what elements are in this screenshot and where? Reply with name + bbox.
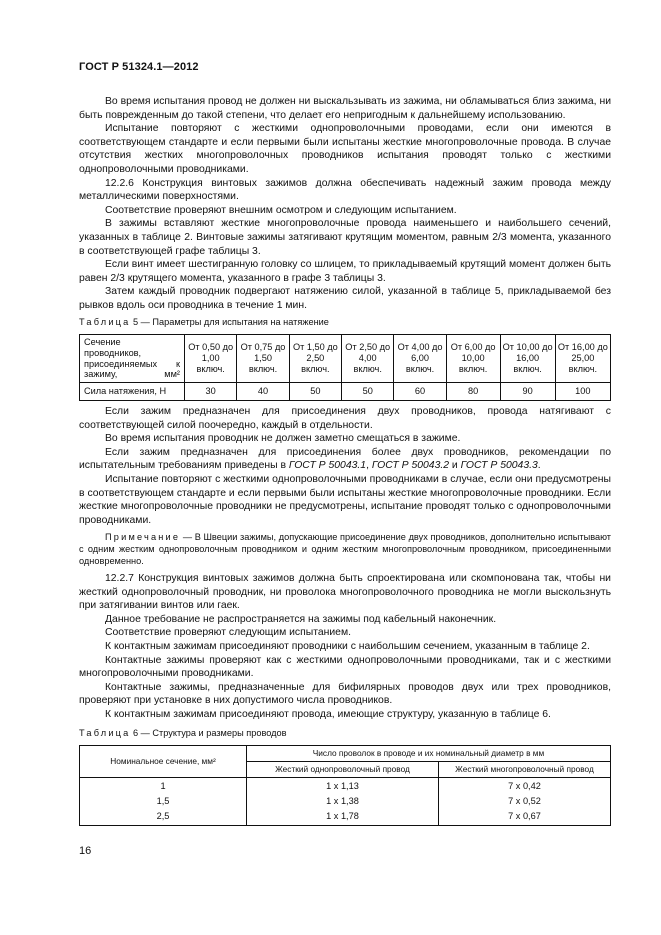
paragraph: Соответствие проверяют внешним осмотром и следующим испытанием.: [105, 204, 457, 216]
paragraph: Если зажим предназначен для присоединения двух проводников, провода натягивают с соответствующей силой поочередно, каждый в отдельности.: [79, 406, 611, 431]
table-cell: 50: [342, 383, 394, 401]
table-cell: 7 x 0,52: [439, 793, 611, 808]
paragraph: К контактным зажимам присоединяют проводники с наибольшим сечением, указанным в таблице 2.: [105, 640, 590, 652]
paragraphs-bottom: [79, 572, 611, 722]
table-row: [80, 808, 611, 826]
table-cell: 7 x 0,67: [439, 808, 611, 826]
table-cell: 80: [446, 383, 500, 401]
table-cell: 30: [185, 383, 237, 401]
table-header-cell: Жесткий многопроволочный провод: [439, 762, 611, 778]
table-cell: От 4,00 до 6,00 включ.: [394, 335, 446, 383]
paragraph: Затем каждый проводник подвергают натяжению силой, указанной в таблице 5, прикладываемой без рывков вдоль оси проводника в течение 1 мин.: [79, 286, 611, 311]
table-cell: 90: [500, 383, 555, 401]
standard-reference: ГОСТ Р 50043.3: [460, 460, 538, 472]
standard-reference: ГОСТ Р 50043.1: [288, 460, 367, 472]
paragraphs-mid: [79, 405, 611, 527]
table-row: [80, 793, 611, 808]
page-number: 16: [79, 845, 92, 857]
paragraphs-top: [79, 95, 611, 313]
table-cell: 40: [237, 383, 289, 401]
table-cell: От 0,75 до 1,50 включ.: [237, 335, 289, 383]
paragraph: [79, 446, 611, 473]
table-cell: 2,5: [80, 808, 247, 826]
paragraph: К контактным зажимам присоединяют провода, имеющие структуру, указанную в таблице 6.: [105, 708, 551, 720]
table-cell: 60: [394, 383, 446, 401]
paragraph: Испытание повторяют с жесткими однопроволочными проводами, если они имеются в соответствующем стандарте и если первыми были испытаны жесткие многопроволочные провода. В случае отсутствия жестких многопроволочных проводников испытания проводят только с жесткими однопроволочными проводниками.: [79, 123, 611, 175]
paragraph: В зажимы вставляют жесткие многопроволочные провода наименьшего и наибольшего сечений, указанных в таблице 2. Винтовые зажимы затягивают крутящим моментом, равным 2/3 момента, указанного в соответствующей графе таблицы 3.: [79, 218, 611, 257]
paragraph: Если винт имеет шестигранную головку со шлицем, то прикладываемый крутящий момент должен быть равен 2/3 крутящего момента, указанного в графе 3 таблицы 3.: [79, 259, 611, 284]
separator: ,: [366, 460, 372, 472]
paragraph: Контактные зажимы, предназначенные для бифилярных проводов двух или трех проводников, проверяют при установке в них допустимого числа проводников.: [79, 681, 611, 707]
table-row-header: Сила натяжения, Н: [80, 383, 185, 401]
paragraph: Во время испытания проводник не должен заметно смещаться в зажиме.: [105, 433, 461, 445]
note-label: Примечание: [105, 532, 181, 542]
note-block: [79, 532, 611, 567]
separator: .: [537, 460, 541, 472]
table-cell: 100: [555, 383, 610, 401]
table-cell: 1 x 1,13: [247, 778, 439, 794]
paragraph: 12.2.6 Конструкция винтовых зажимов должна обеспечивать надежный зажим провода между металлическими поверхностями.: [79, 177, 611, 203]
table5: [79, 334, 611, 401]
note-text: — В Швеции зажимы, допускающие присоединение двух проводников, дополнительно испытывают с одним жестким однопроволочным проводником и одним жестким многопроволочным проводником, присоединенными одновременно.: [79, 532, 611, 566]
table-cell: От 0,50 до 1,00 включ.: [185, 335, 237, 383]
table-cell: От 16,00 до 25,00 включ.: [555, 335, 610, 383]
table-header-cell: Жесткий однопроволочный провод: [247, 762, 439, 778]
paragraph: Данное требование не распространяется на зажимы под кабельный наконечник.: [105, 613, 497, 625]
table6-caption: [79, 727, 286, 739]
table6: [79, 745, 611, 826]
caption-word: Таблица: [79, 317, 131, 327]
note-paragraph: [79, 532, 611, 567]
paragraph: Контактные зажимы проверяют как с жесткими однопроволочными проводниками, так и с жесткими многопроволочными проводниками.: [79, 654, 611, 680]
table-cell: 1 x 1,78: [247, 808, 439, 826]
table-cell: 1: [80, 778, 247, 794]
table-cell: 7 x 0,42: [439, 778, 611, 794]
table-cell: От 1,50 до 2,50 включ.: [289, 335, 341, 383]
table-row: [80, 778, 611, 794]
standard-reference: ГОСТ Р 50043.2: [371, 460, 450, 472]
document-header: ГОСТ Р 51324.1—2012: [79, 61, 199, 73]
table-row: [80, 383, 611, 401]
paragraph: Соответствие проверяют следующим испытанием.: [105, 627, 351, 639]
table-header-cell: Число проволок в проводе и их номинальный диаметр в мм: [247, 746, 611, 762]
caption-word: Таблица: [79, 728, 131, 738]
table-row: [80, 335, 611, 383]
caption-text: 5 — Параметры для испытания на натяжение: [133, 317, 329, 327]
table-cell: От 6,00 до 10,00 включ.: [446, 335, 500, 383]
table-cell: 1 x 1,38: [247, 793, 439, 808]
table-header-row: [80, 746, 611, 762]
table-row-header: Сечение проводников, присоединяемых к зажиму, мм²: [80, 335, 185, 383]
table-header-cell: Номинальное сечение, мм²: [80, 746, 247, 778]
paragraph: Испытание повторяют с жесткими однопроволочными проводниками в случае, если они предусмотрены в соответствующем стандарте и если первыми были испытаны жесткие многопроволочные проводники. Если жесткие многопроволочные проводники не предусмотрены, испытание проводят только с однопроволочными проводниками.: [79, 473, 611, 526]
table-cell: От 10,00 до 16,00 включ.: [500, 335, 555, 383]
table5-caption: [79, 316, 329, 328]
table-cell: 1,5: [80, 793, 247, 808]
table-cell: 50: [289, 383, 341, 401]
table-cell: От 2,50 до 4,00 включ.: [342, 335, 394, 383]
caption-text: 6 — Структура и размеры проводов: [133, 728, 287, 738]
paragraph-text: Если зажим предназначен для присоединения более двух проводников, рекомендации по испытательным требованиям приведены в: [79, 446, 611, 472]
paragraph: 12.2.7 Конструкция винтовых зажимов должна быть спроектирована или скомпонована так, чтобы ни жесткий однопроволочный проводник, ни проволока многопроволочного проводника не могли выскользнуть при затягивании винтов или гаек.: [79, 573, 611, 612]
separator: и: [449, 460, 461, 472]
paragraph: Во время испытания провод не должен ни выскальзывать из зажима, ни обламываться близ зажима, ни быть поврежденным до такой степени, что делает его непригодным к дальнейшему использованию.: [79, 96, 611, 121]
